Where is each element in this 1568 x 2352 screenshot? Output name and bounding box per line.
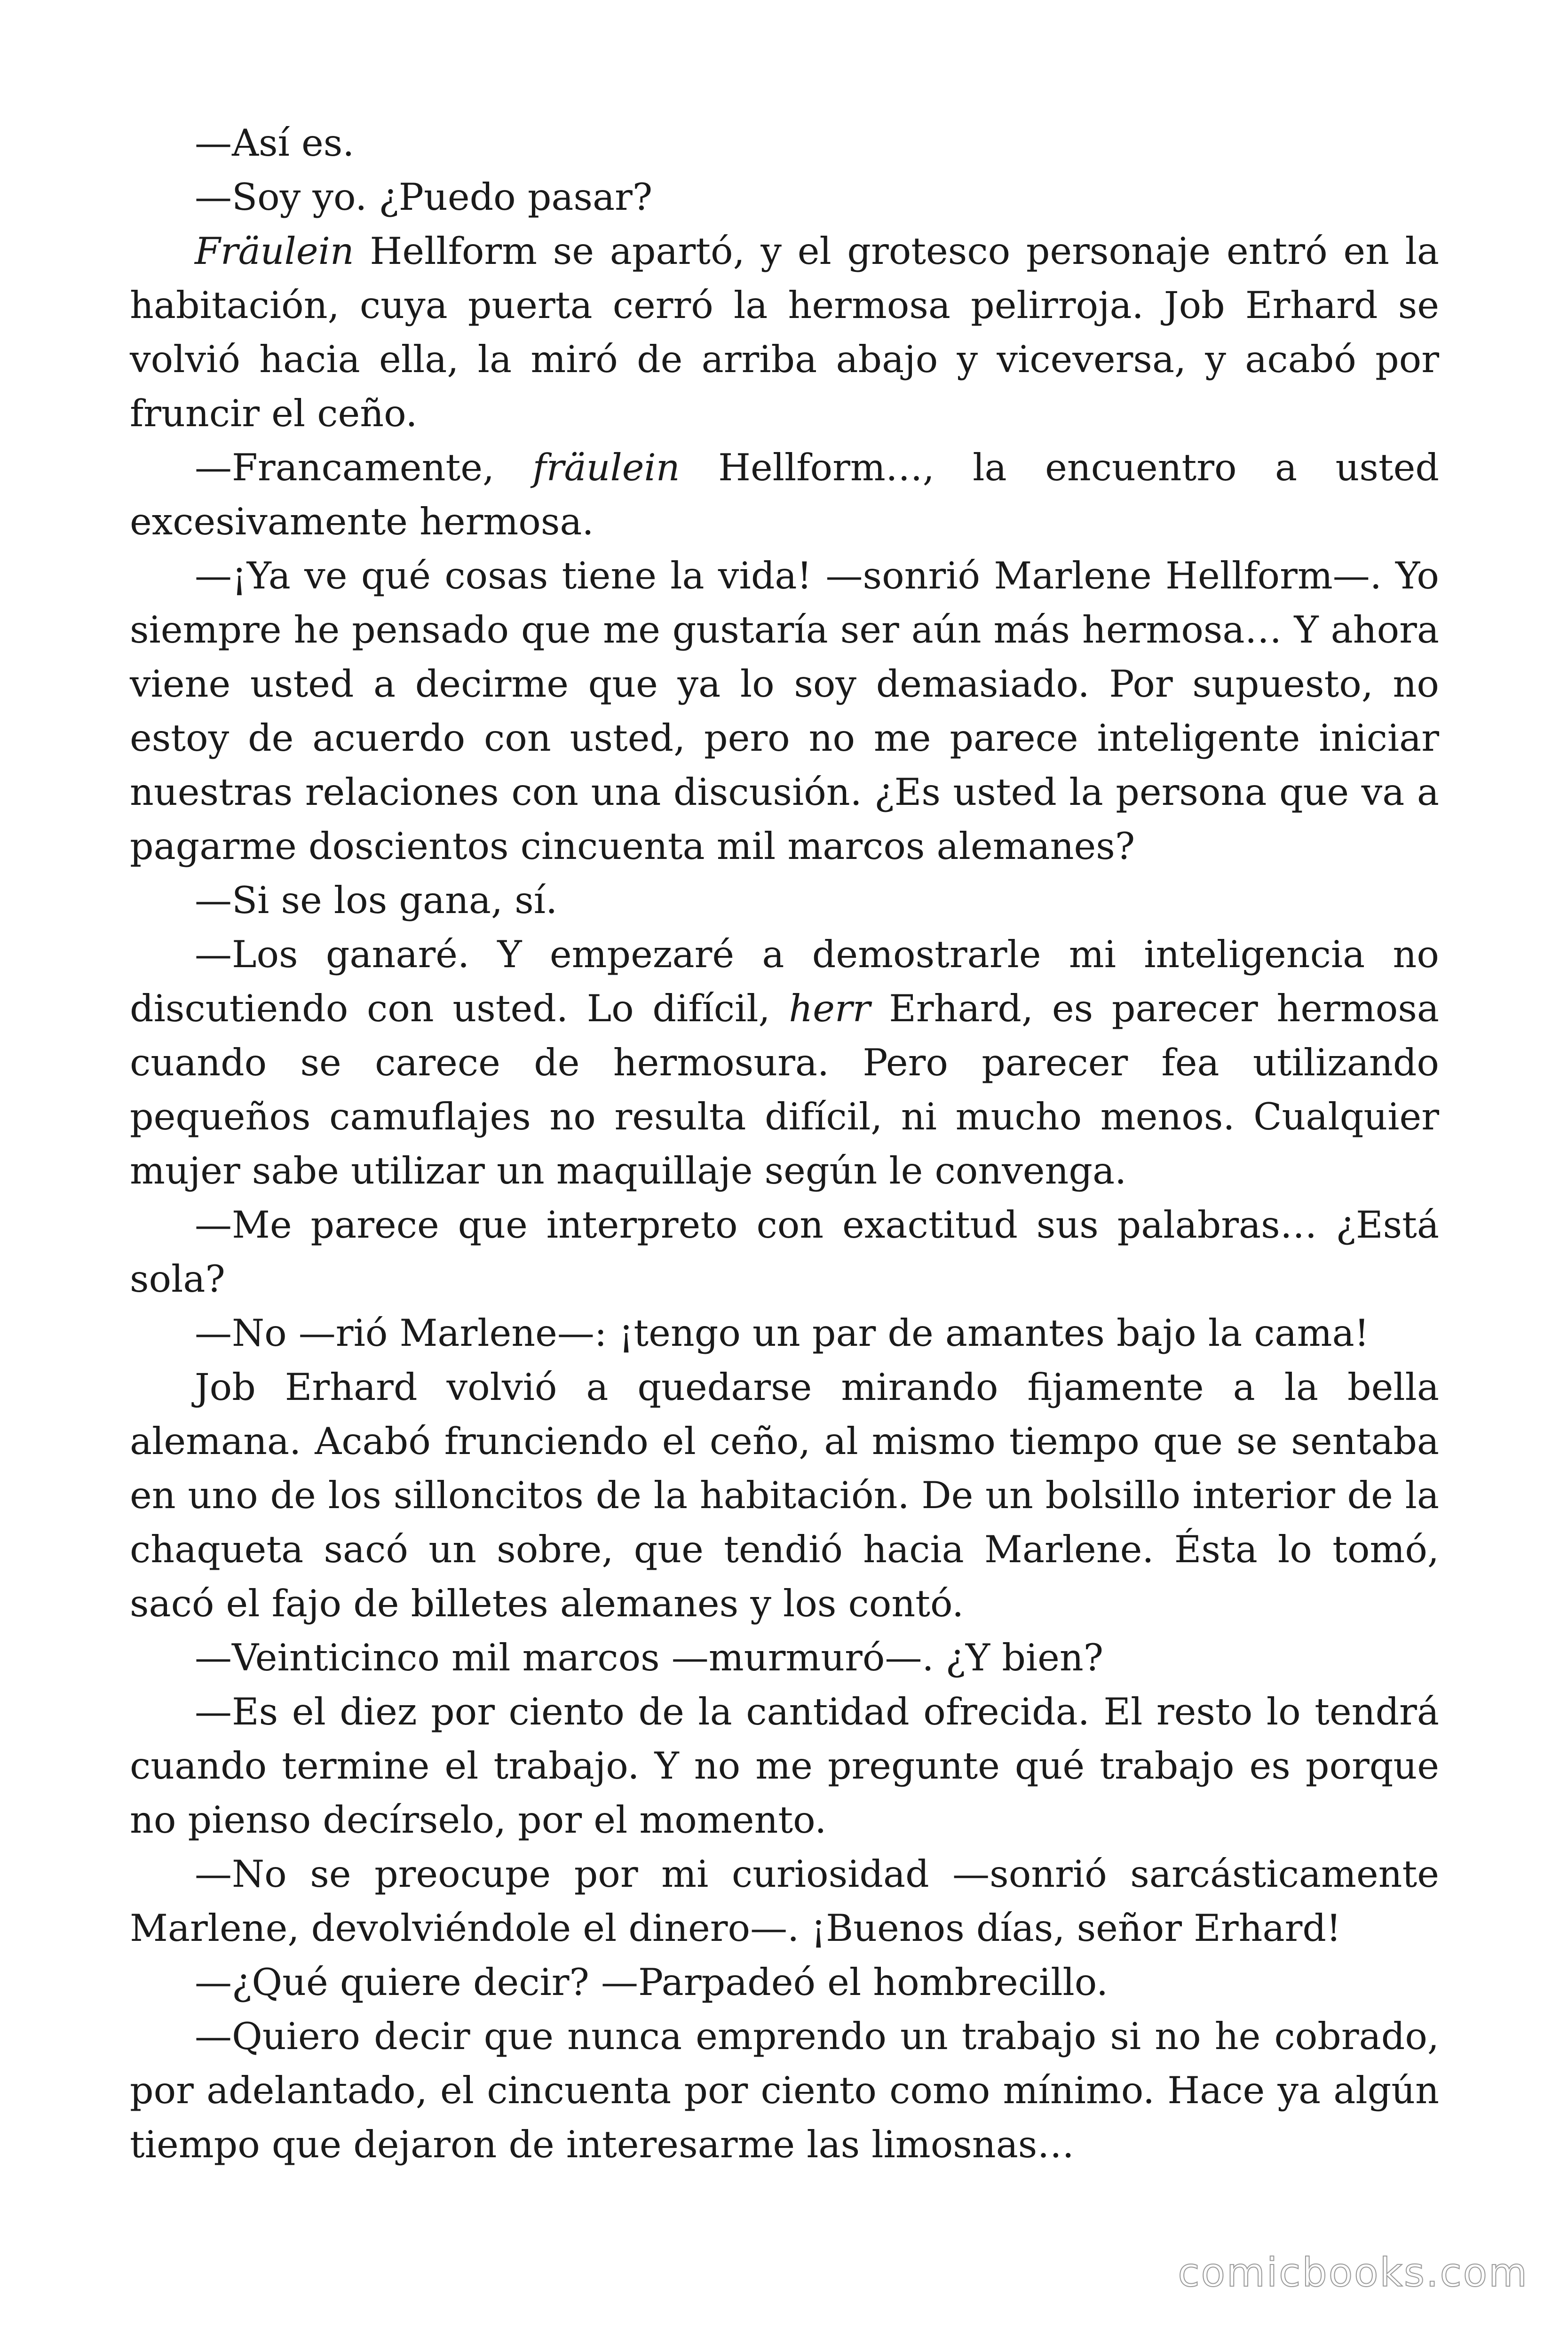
paragraph-15 xyxy=(130,2010,1439,2172)
paragraph-13 xyxy=(130,1847,1439,1955)
paragraph-12-text: —Es el diez por ciento de la cantidad ofrecida. El resto lo tendrá cuando termine el trabajo. Y no me pregunte qué trabajo es porque no pienso decírselo, por el momento. xyxy=(130,1690,1439,1842)
paragraph-3 xyxy=(130,224,1439,441)
paragraph-5-text: —¡Ya ve qué cosas tiene la vida! —sonrió Marlene Hellform—. Yo siempre he pensado que me gustaría ser aún más hermosa… Y ahora viene usted a decirme que ya lo soy demasiado. Por supuesto, no estoy de acuerdo con usted, pero no me parece inteligente iniciar nuestras relaciones con una discusión. ¿Es usted la persona que va a pagarme doscientos cincuenta mil marcos alemanes? xyxy=(130,554,1439,868)
page-body xyxy=(130,116,1439,2172)
paragraph-9 xyxy=(130,1306,1439,1360)
paragraph-4-italic: fräulein xyxy=(532,446,680,489)
paragraph-10-text: Job Erhard volvió a quedarse mirando fijamente a la bella alemana. Acabó frunciendo el ceño, al mismo tiempo que se sentaba en uno de los silloncitos de la habitación. De un bolsillo interior de la chaqueta sacó un sobre, que tendió hacia Marlene. Ésta lo tomó, sacó el fajo de billetes alemanes y los contó. xyxy=(130,1366,1439,1625)
paragraph-2-text: —Soy yo. ¿Puedo pasar? xyxy=(195,175,653,219)
paragraph-3-text: Hellform se apartó, y el grotesco personaje entró en la habitación, cuya puerta cerró la hermosa pelirroja. Job Erhard se volvió hacia ella, la miró de arriba abajo y viceversa, y acabó por fruncir el ceño. xyxy=(130,230,1439,435)
paragraph-7 xyxy=(130,928,1439,1198)
paragraph-7-italic: herr xyxy=(789,987,871,1030)
paragraph-15-text: —Quiero decir que nunca emprendo un trabajo si no he cobrado, por adelantado, el cincuenta por ciento como mínimo. Hace ya algún tiempo que dejaron de interesarme las limosnas… xyxy=(130,2015,1439,2166)
paragraph-2 xyxy=(130,170,1439,224)
paragraph-6-text: —Si se los gana, sí. xyxy=(195,879,558,922)
paragraph-14 xyxy=(130,1955,1439,2010)
paragraph-13-text: —No se preocupe por mi curiosidad —sonrió sarcásticamente Marlene, devolviéndole el dinero—. ¡Buenos días, señor Erhard! xyxy=(130,1852,1439,1950)
paragraph-8-text: —Me parece que interpreto con exactitud sus palabras… ¿Está sola? xyxy=(130,1203,1439,1301)
paragraph-5 xyxy=(130,549,1439,874)
paragraph-3-italic: Fräulein xyxy=(195,230,354,273)
paragraph-11-text: —Veinticinco mil marcos —murmuró—. ¿Y bien? xyxy=(195,1636,1104,1679)
paragraph-1-text: —Así es. xyxy=(195,121,355,165)
paragraph-4-text: Hellform…, la encuentro a usted excesivamente hermosa. xyxy=(130,446,1439,543)
paragraph-1 xyxy=(130,116,1439,170)
paragraph-9-text: —No —rió Marlene—: ¡tengo un par de amantes bajo la cama! xyxy=(195,1311,1370,1355)
paragraph-8 xyxy=(130,1198,1439,1306)
paragraph-7-text: Erhard, es parecer hermosa cuando se carece de hermosura. Pero parecer fea utilizando pequeños camuflajes no resulta difícil, ni mucho menos. Cualquier mujer sabe utilizar un maquillaje según le convenga. xyxy=(130,987,1439,1192)
paragraph-10 xyxy=(130,1360,1439,1631)
paragraph-14-text: —¿Qué quiere decir? —Parpadeó el hombrecillo. xyxy=(195,1961,1109,2004)
paragraph-7-pre: —Los ganaré. Y empezaré a demostrarle mi inteligencia no discutiendo con usted. Lo difícil, xyxy=(130,933,1439,1030)
paragraph-6 xyxy=(130,874,1439,928)
site-watermark: comicbooks.com xyxy=(1178,2249,1528,2296)
paragraph-4 xyxy=(130,441,1439,549)
paragraph-4-pre: —Francamente, xyxy=(195,446,533,489)
paragraph-12 xyxy=(130,1685,1439,1847)
paragraph-11 xyxy=(130,1631,1439,1685)
